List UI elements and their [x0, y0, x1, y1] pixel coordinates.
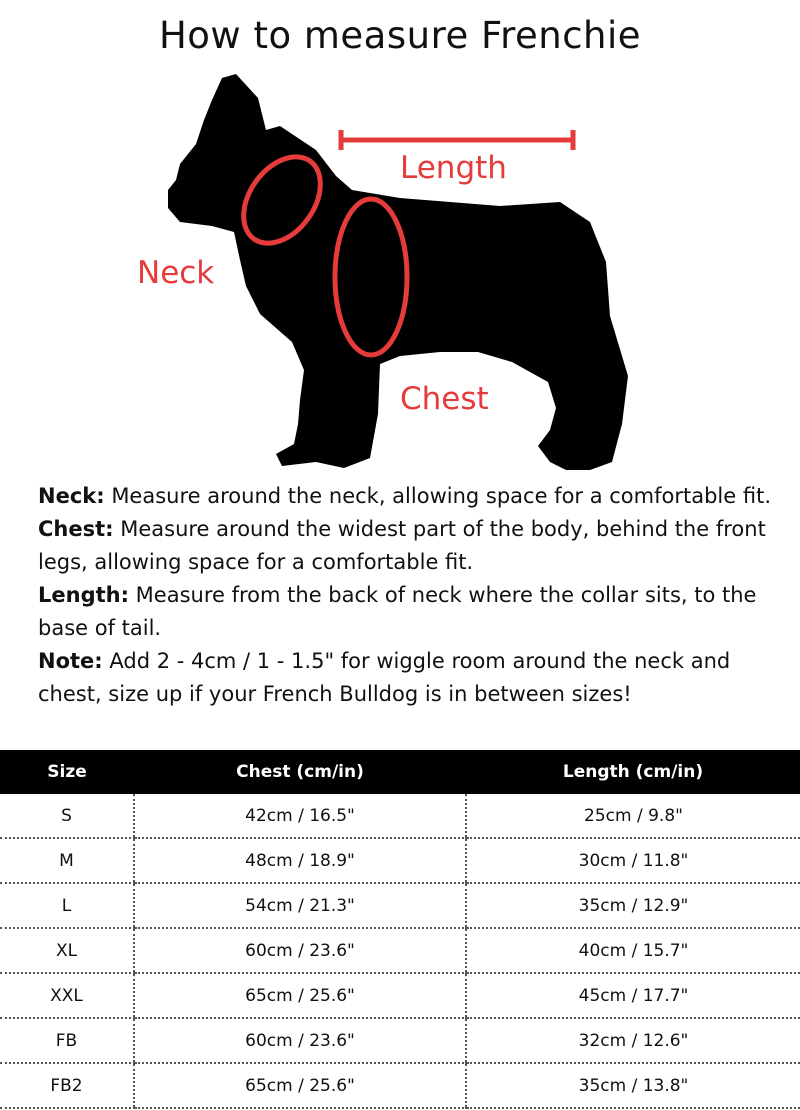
header-size: Size — [0, 750, 134, 794]
table-row — [0, 928, 800, 973]
page-title: How to measure Frenchie — [158, 14, 642, 57]
table-row — [0, 1018, 800, 1063]
table-row — [0, 883, 800, 928]
length-cell: 35cm / 12.9" — [466, 883, 800, 928]
chest-cell: 65cm / 25.6" — [134, 1063, 466, 1108]
table-header-row — [0, 750, 800, 794]
size-cell: L — [0, 883, 134, 928]
table-row — [0, 973, 800, 1018]
length-measure-line — [341, 130, 573, 150]
length-cell: 35cm / 13.8" — [466, 1063, 800, 1108]
size-cell: S — [0, 794, 134, 838]
chest-cell: 54cm / 21.3" — [134, 883, 466, 928]
length-label: Length — [400, 150, 507, 186]
chest-instruction: Chest: Measure around the widest part of the body, behind the front legs, allowing space for a comfortable fit. — [38, 517, 766, 574]
header-length: Length (cm/in) — [466, 750, 800, 794]
length-cell: 45cm / 17.7" — [466, 973, 800, 1018]
chest-cell: 60cm / 23.6" — [134, 928, 466, 973]
size-cell: M — [0, 838, 134, 883]
chest-cell: 65cm / 25.6" — [134, 973, 466, 1018]
table-row — [0, 1063, 800, 1108]
size-chart-table — [0, 750, 800, 1109]
chest-cell: 60cm / 23.6" — [134, 1018, 466, 1063]
dog-body — [168, 74, 628, 470]
chest-label: Chest — [400, 381, 489, 417]
length-cell: 40cm / 15.7" — [466, 928, 800, 973]
note-instruction: Note: Add 2 - 4cm / 1 - 1.5" for wiggle room around the neck and chest, size up if your French Bulldog is in between sizes! — [38, 649, 731, 706]
length-instruction: Length: Measure from the back of neck where the collar sits, to the base of tail. — [38, 583, 757, 640]
size-cell: FB — [0, 1018, 134, 1063]
length-cell: 25cm / 9.8" — [466, 794, 800, 838]
length-cell: 32cm / 12.6" — [466, 1018, 800, 1063]
size-cell: XL — [0, 928, 134, 973]
neck-label: Neck — [137, 255, 215, 291]
french-bulldog-silhouette — [0, 60, 800, 480]
neck-instruction: Neck: Measure around the neck, allowing space for a comfortable fit. — [38, 484, 771, 508]
chest-cell: 42cm / 16.5" — [134, 794, 466, 838]
length-cell: 30cm / 11.8" — [466, 838, 800, 883]
chest-cell: 48cm / 18.9" — [134, 838, 466, 883]
header-chest: Chest (cm/in) — [134, 750, 466, 794]
measuring-instructions — [38, 480, 778, 711]
table-row — [0, 838, 800, 883]
table-row — [0, 794, 800, 838]
size-cell: FB2 — [0, 1063, 134, 1108]
measurement-diagram — [0, 60, 800, 480]
size-cell: XXL — [0, 973, 134, 1018]
